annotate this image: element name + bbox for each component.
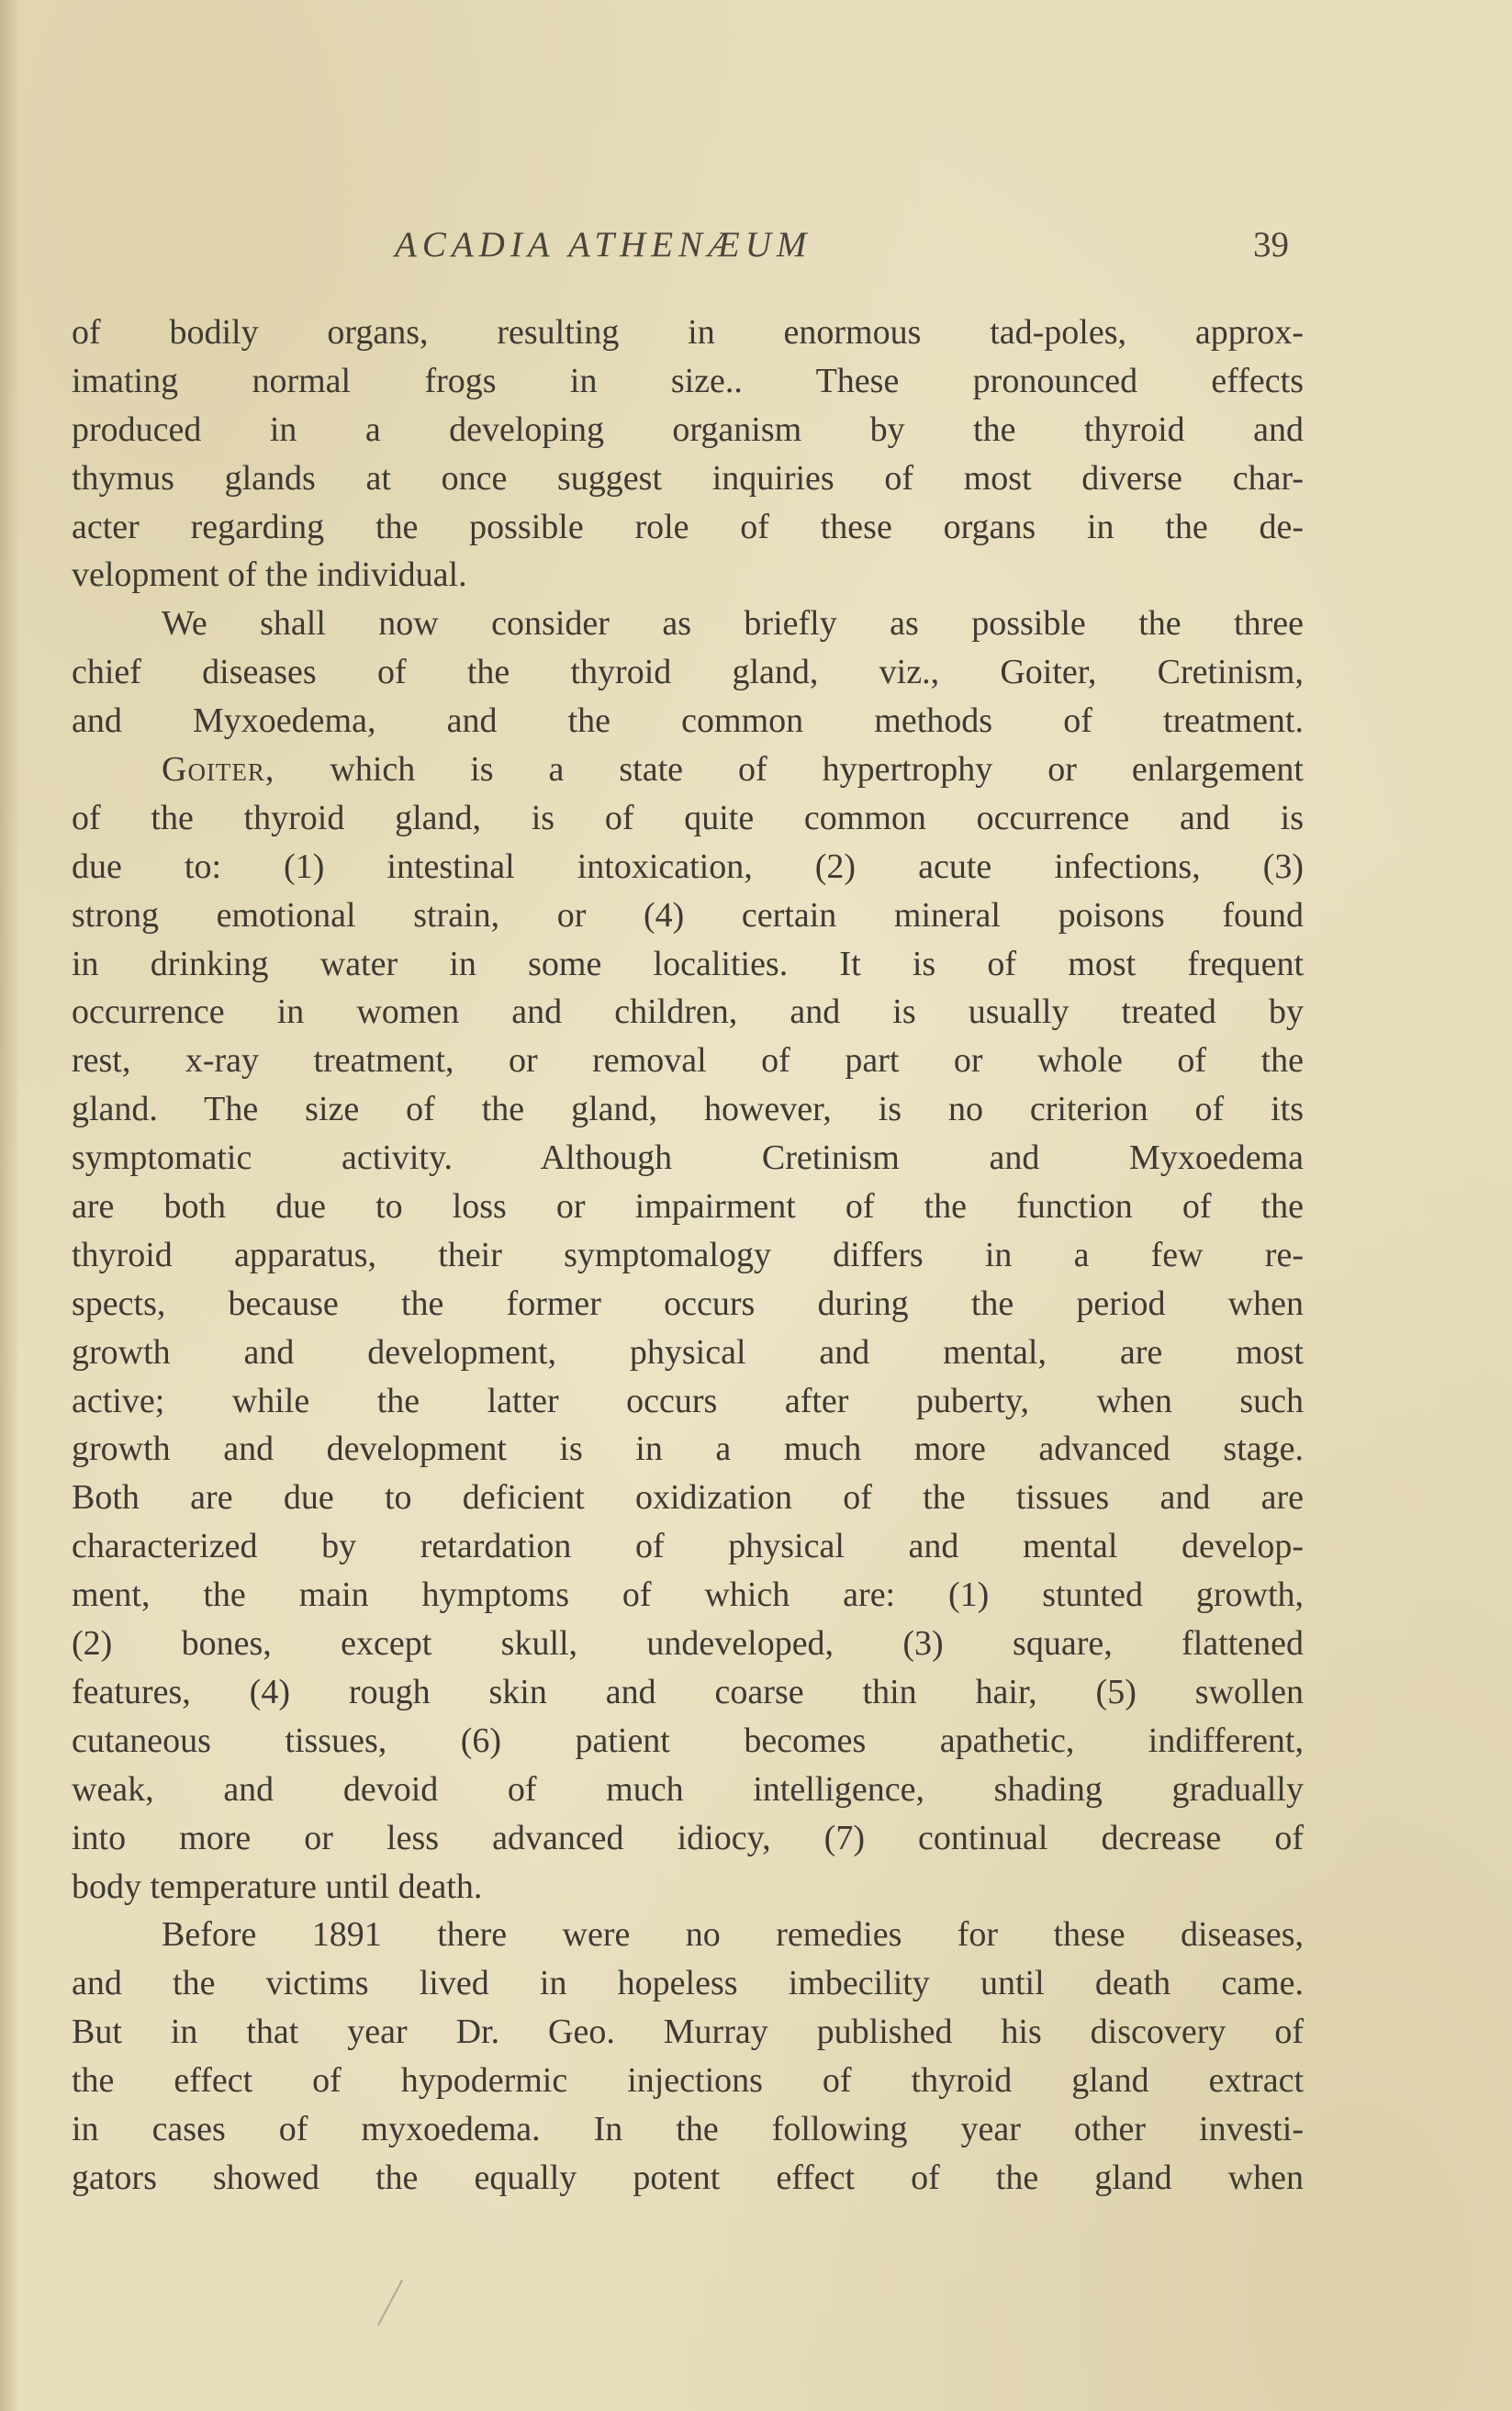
text-line: due to: (1) intestinal intoxication, (2) acute infections, (3): [72, 847, 1304, 886]
page-edge-shadow: [0, 0, 20, 2411]
text-line: body temperature until death.: [72, 1867, 483, 1906]
text-line: imating normal frogs in size.. These pronounced effects: [72, 361, 1304, 400]
text-line: But in that year Dr. Geo. Murray published his discovery of: [72, 2013, 1304, 2052]
text-line: weak, and devoid of much intelligence, shading gradually: [72, 1769, 1304, 1809]
page-header: [395, 224, 1313, 272]
text-line: of the thyroid gland, is of quite common occurrence and is: [72, 798, 1304, 837]
text-line: (2) bones, except skull, undeveloped, (3) square, flattened: [72, 1624, 1304, 1664]
text-line: produced in a developing organism by the thyroid and: [72, 409, 1304, 449]
text-line: Before 1891 there were no remedies for these diseases,: [162, 1915, 1304, 1955]
text-line: into more or less advanced idiocy, (7) continual decrease of: [72, 1818, 1304, 1857]
text-line: We shall now consider as briefly as possible the three: [162, 604, 1304, 644]
text-line: of bodily organs, resulting in enormous tad-poles, approx-: [72, 313, 1304, 352]
text-line: are both due to loss or impairment of the function of the: [72, 1187, 1304, 1227]
body-text: [72, 308, 1304, 2203]
section-lead: Goiter,: [162, 750, 275, 790]
text-line: in drinking water in some localities. It is of most frequent: [72, 944, 1304, 983]
text-line: occurrence in women and children, and is usually treated by: [72, 992, 1304, 1032]
running-title: ACADIA ATHENÆUM: [395, 225, 812, 264]
text-line: symptomatic activity. Although Cretinism and Myxoedema: [72, 1138, 1304, 1178]
text-line: and Myxoedema, and the common methods of treatment.: [72, 701, 1304, 741]
text-line: and the victims lived in hopeless imbecility until death came.: [72, 1964, 1304, 2003]
text-line: [72, 746, 1304, 794]
text-line: characterized by retardation of physical and mental develop-: [72, 1527, 1304, 1566]
text-line: thyroid apparatus, their symptomalogy differs in a few re-: [72, 1235, 1304, 1274]
page-number: 39: [1253, 225, 1289, 264]
text-line: growth and development, physical and mental, are most: [72, 1332, 1304, 1372]
text-line: gland. The size of the gland, however, is no criterion of its: [72, 1090, 1304, 1129]
text-line: active; while the latter occurs after puberty, when such: [72, 1381, 1304, 1420]
text-line: spects, because the former occurs during the period when: [72, 1284, 1304, 1323]
text-line: rest, x-ray treatment, or removal of part or whole of the: [72, 1041, 1304, 1081]
text-line: velopment of the individual.: [72, 555, 467, 595]
text-line: gators showed the equally potent effect of the gland when: [72, 2158, 1304, 2197]
text-line: chief diseases of the thyroid gland, viz., Goiter, Cretinism,: [72, 653, 1304, 692]
text-line: in cases of myxoedema. In the following year other investi-: [72, 2109, 1304, 2148]
text-line: acter regarding the possible role of these organs in the de-: [72, 507, 1304, 546]
text-line: strong emotional strain, or (4) certain mineral poisons found: [72, 895, 1304, 935]
text-span: which is a state of hypertrophy or enlargement: [274, 750, 1304, 790]
text-line: the effect of hypodermic injections of thyroid gland extract: [72, 2061, 1304, 2101]
text-line: features, (4) rough skin and coarse thin hair, (5) swollen: [72, 1672, 1304, 1711]
text-line: cutaneous tissues, (6) patient becomes apathetic, indifferent,: [72, 1721, 1304, 1760]
text-line: Both are due to deficient oxidization of the tissues and are: [72, 1478, 1304, 1518]
text-line: thymus glands at once suggest inquiries of most diverse char-: [72, 458, 1304, 498]
text-line: ment, the main hymptoms of which are: (1) stunted growth,: [72, 1576, 1304, 1615]
text-line: growth and development is in a much more advanced stage.: [72, 1430, 1304, 1469]
